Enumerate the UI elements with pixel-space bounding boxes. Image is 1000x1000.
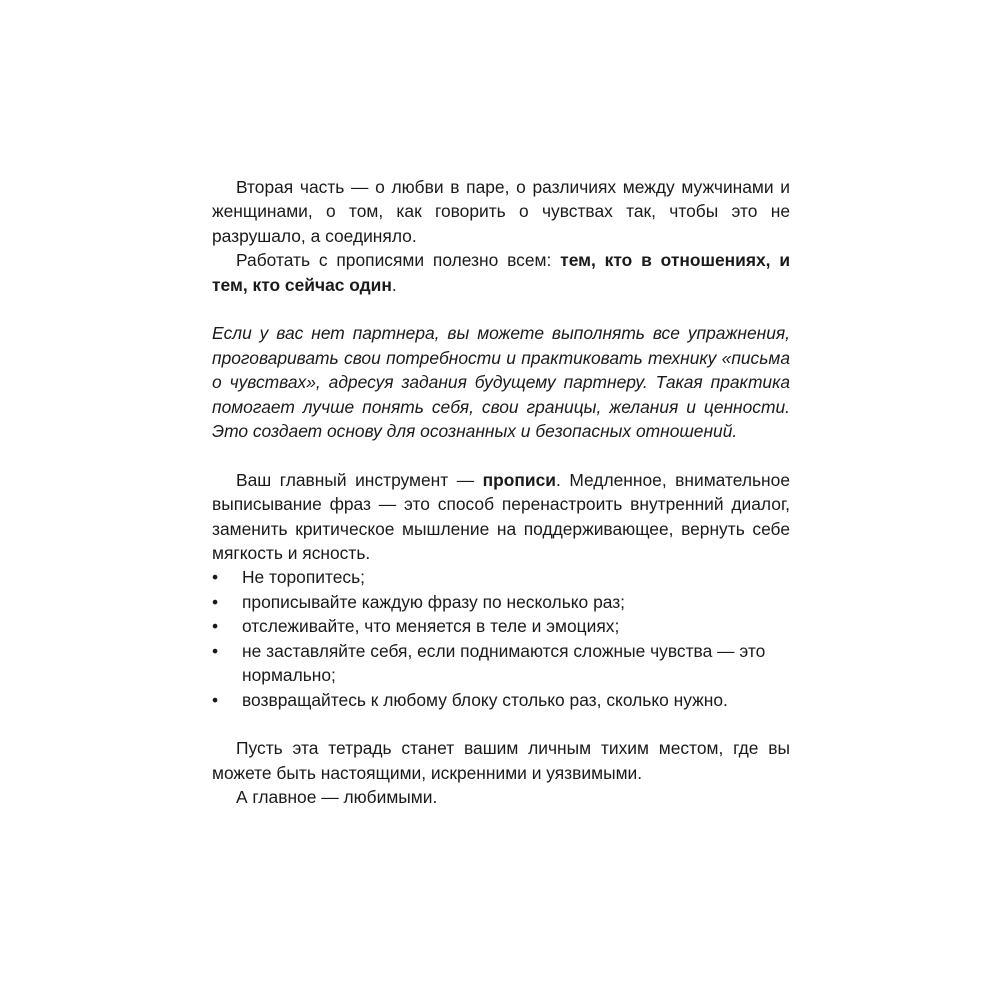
list-item [212,565,790,589]
list-item-text: не заставляйте себя, если поднимаются сложные чувства — это нормально; [242,640,766,686]
page-body [212,175,790,810]
paragraph-main-tool-lead: Ваш главный инструмент — [236,469,483,490]
list-item-text: отслеживайте, что меняется в теле и эмоциях; [242,616,620,637]
bullet-icon: • [212,640,219,661]
list-item-text: Не торопитесь; [242,567,366,588]
paragraph-main-tool [212,468,790,566]
bullet-icon: • [212,689,219,710]
list-item-text: возвращайтесь к любому блоку столько раз, сколько нужно. [242,689,728,710]
list-item-text: прописывайте каждую фразу по несколько раз; [242,591,626,612]
bullet-icon: • [212,616,219,637]
paragraph-second-part: Вторая часть — о любви в паре, о различиях между мужчинами и женщинами, о том, как говорить о чувствах так, чтобы это не разрушало, а соединяло. [212,177,790,246]
tips-list [212,565,790,711]
paragraph-who-benefits-bold: тем, кто в отношениях, и тем, кто сейчас один [212,250,791,295]
paragraph-main-tool-bold: прописи [482,469,556,490]
spacer [212,297,790,321]
list-item [212,590,790,614]
bullet-icon: • [212,591,219,612]
list-item [212,639,790,688]
paragraph-main-tool-tail: . Медленное, внимательное выписывание фраз — это способ перенастроить внутренний диалог, заменить критическое мышление на поддерживающее, вернуть себе мягкость и ясность. [212,469,790,564]
spacer [212,712,790,736]
paragraph-notebook-place: Пусть эта тетрадь станет вашим личным тихим местом, где вы можете быть настоящими, искренними и уязвимыми. [212,738,790,783]
italic-note-no-partner: Если у вас нет партнера, вы можете выполнять все упражнения, проговаривать свои потребности и практиковать технику «письма о чувствах», адресуя задания будущему партнеру. Такая практика помогает лучше понять себя, свои границы, желания и ценности. Это создает основу для осознанных и безопасных отношений. [212,323,790,442]
spacer [212,443,790,467]
paragraph-closing: А главное — любимыми. [236,787,438,808]
paragraph-who-benefits-tail: . [391,274,397,295]
list-item [212,688,790,712]
bullet-icon: • [212,567,219,588]
list-item [212,614,790,638]
paragraph-who-benefits-lead: Работать с прописями полезно всем: [236,250,561,271]
paragraph-who-benefits [212,248,790,297]
